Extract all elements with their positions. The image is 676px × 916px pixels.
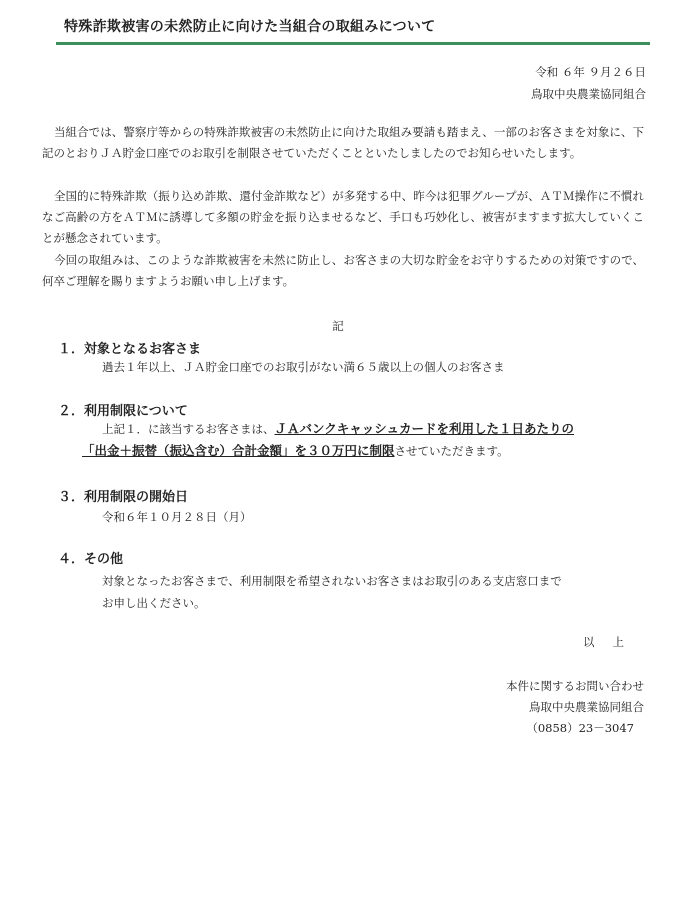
section-heading-target: １．対象となるお客さま [58,342,202,357]
section-heading-restriction: ２．利用制限について [58,404,188,419]
document-title: 特殊詐欺被害の未然防止に向けた当組合の取組みについて [64,19,436,35]
section-heading-start-date: ３．利用制限の開始日 [58,490,189,505]
section-heading-other: ４．その他 [58,552,124,567]
contact-label: 本件に関するお問い合わせ [506,679,644,693]
restriction-emphasis-1: ＪＡバンクキャッシュカードを利用した１日あたりの [274,421,575,436]
contact-org: 鳥取中央農業協同組合 [529,700,644,714]
contact-block [506,676,644,739]
section-body-start-date: 令和６年１０月２８日（月） [102,510,252,524]
paragraph-text: 当組合では、警察庁等からの特殊詐欺被害の未然防止に向けた取組み要請も踏まえ、一部のお客さまを対象に、下記のとおりＪＡ貯金口座でのお取引を制限させていただくことといたしましたのでお知らせいたします。 [42,125,644,160]
paragraph-text: 全国的に特殊詐欺（振り込め詐欺、還付金詐欺など）が多発する中、昨今は犯罪グループが、ＡＴＭ操作に不慣れなご高齢の方をＡＴＭに誘導して多額の貯金を振り込ませるなど、手口も巧妙化し、被害がますます拡大していくことが懸念されています。 [42,189,644,245]
title-underline [56,42,650,45]
paragraph-background [42,186,644,249]
ki-marker: 記 [332,319,344,333]
restriction-emphasis-2: 「出金＋振替（振込含む）合計金額」を３０万円に制限 [82,443,395,458]
other-line-1: 対象となったお客さまで、利用制限を希望されないお客さまはお取引のある支店窓口まで [102,574,562,588]
paragraph-text: 今回の取組みは、このような詐欺被害を未然に防止し、お客さまの大切な貯金をお守りするための対策ですので、何卒ご理解を賜りますようお願い申し上げます。 [42,253,644,288]
restriction-prefix: 上記１．に該当するお客さまは、 [102,422,275,436]
paragraph-request [42,250,644,292]
other-line-2: お申し出ください。 [102,596,206,610]
contact-phone: （0858）23－3047 [526,721,634,735]
issuer-name: 鳥取中央農業協同組合 [531,87,646,101]
section-body-target: 過去１年以上、ＪＡ貯金口座でのお取引がない満６５歳以上の個人のお客さま [102,360,505,374]
restriction-suffix: させていただきます。 [394,444,509,458]
paragraph-intro [42,122,644,164]
issue-date: 令和 ６年 ９月２６日 [535,65,646,79]
section-body-other [102,570,672,614]
section-body-restriction [82,418,652,462]
closing-mark: 以上 [583,635,642,649]
